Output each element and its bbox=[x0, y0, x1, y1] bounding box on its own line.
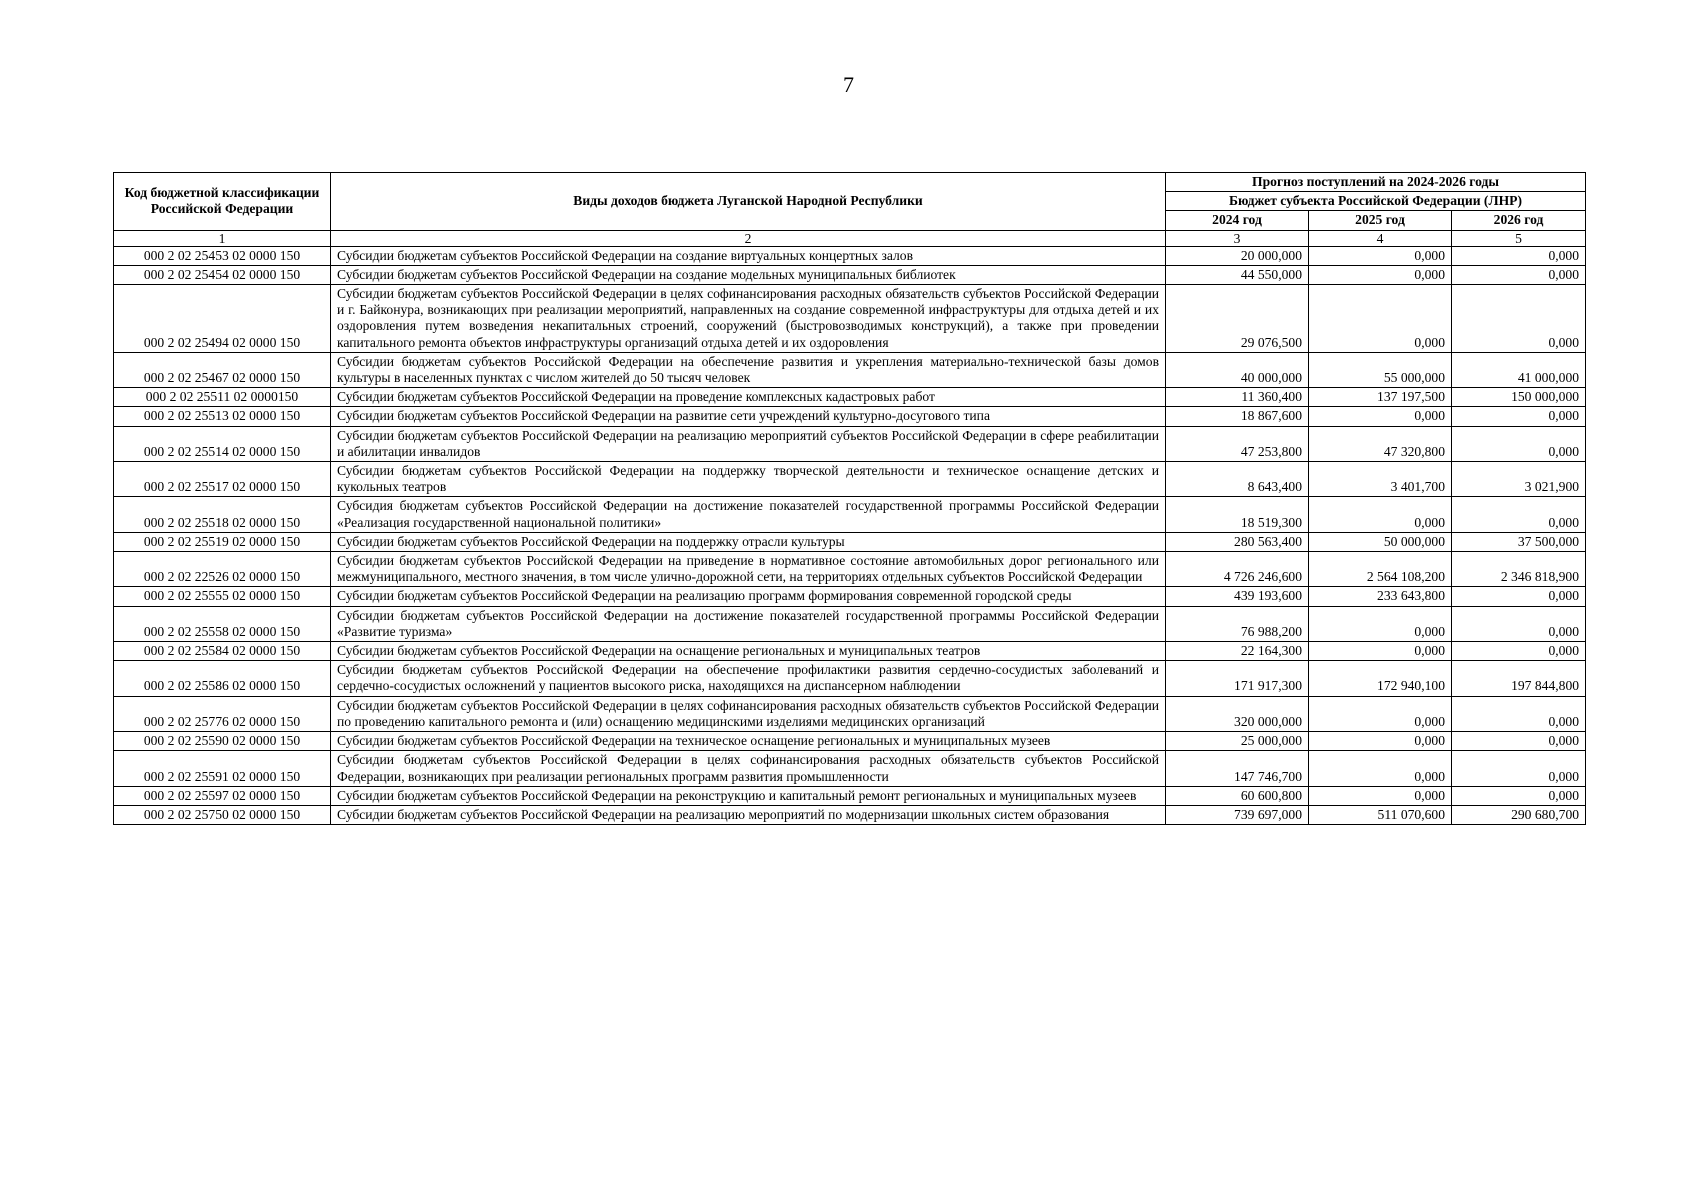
row-description: Субсидии бюджетам субъектов Российской Федерации на достижение показателей государственной программы Российской Федерации «Развитие туризма» bbox=[331, 606, 1166, 641]
row-value-2024: 320 000,000 bbox=[1166, 696, 1309, 731]
row-value-2026: 41 000,000 bbox=[1452, 352, 1586, 387]
column-index: 1 bbox=[114, 230, 331, 246]
table-body bbox=[114, 246, 1586, 825]
table-row bbox=[114, 426, 1586, 461]
row-value-2026: 0,000 bbox=[1452, 696, 1586, 731]
row-value-2025: 0,000 bbox=[1309, 642, 1452, 661]
row-code: 000 2 02 25453 02 0000 150 bbox=[114, 246, 331, 265]
row-value-2025: 233 643,800 bbox=[1309, 587, 1452, 606]
table-row bbox=[114, 285, 1586, 353]
row-description: Субсидии бюджетам субъектов Российской Федерации на оснащение региональных и муниципальных театров bbox=[331, 642, 1166, 661]
row-value-2024: 4 726 246,600 bbox=[1166, 552, 1309, 587]
row-value-2026: 0,000 bbox=[1452, 606, 1586, 641]
table-row bbox=[114, 642, 1586, 661]
row-value-2026: 3 021,900 bbox=[1452, 462, 1586, 497]
row-value-2024: 18 867,600 bbox=[1166, 407, 1309, 426]
table-row bbox=[114, 786, 1586, 805]
header-forecast: Прогноз поступлений на 2024-2026 годы bbox=[1166, 173, 1586, 192]
row-description: Субсидии бюджетам субъектов Российской Федерации на поддержку творческой деятельности и техническое оснащение детских и кукольных театров bbox=[331, 462, 1166, 497]
row-description: Субсидии бюджетам субъектов Российской Федерации на реализацию мероприятий субъектов Российской Федерации в сфере реабилитации и абилитации инвалидов bbox=[331, 426, 1166, 461]
row-value-2026: 0,000 bbox=[1452, 426, 1586, 461]
row-value-2026: 0,000 bbox=[1452, 732, 1586, 751]
table-row bbox=[114, 696, 1586, 731]
row-value-2025: 3 401,700 bbox=[1309, 462, 1452, 497]
column-index: 5 bbox=[1452, 230, 1586, 246]
row-value-2024: 25 000,000 bbox=[1166, 732, 1309, 751]
row-code: 000 2 02 25494 02 0000 150 bbox=[114, 285, 331, 353]
row-value-2025: 0,000 bbox=[1309, 696, 1452, 731]
row-code: 000 2 02 25518 02 0000 150 bbox=[114, 497, 331, 532]
row-description: Субсидии бюджетам субъектов Российской Федерации на реконструкцию и капитальный ремонт региональных и муниципальных музеев bbox=[331, 786, 1166, 805]
header-name: Виды доходов бюджета Луганской Народной Республики bbox=[331, 173, 1166, 231]
column-index: 3 bbox=[1166, 230, 1309, 246]
row-value-2024: 20 000,000 bbox=[1166, 246, 1309, 265]
table-row bbox=[114, 246, 1586, 265]
table-row bbox=[114, 532, 1586, 551]
row-value-2026: 0,000 bbox=[1452, 265, 1586, 284]
row-value-2025: 47 320,800 bbox=[1309, 426, 1452, 461]
row-code: 000 2 02 25467 02 0000 150 bbox=[114, 352, 331, 387]
header-code: Код бюджетной классификации Российской Федерации bbox=[114, 173, 331, 231]
row-value-2025: 50 000,000 bbox=[1309, 532, 1452, 551]
row-code: 000 2 02 25454 02 0000 150 bbox=[114, 265, 331, 284]
column-index: 2 bbox=[331, 230, 1166, 246]
row-value-2024: 60 600,800 bbox=[1166, 786, 1309, 805]
row-value-2024: 44 550,000 bbox=[1166, 265, 1309, 284]
table-row bbox=[114, 462, 1586, 497]
row-value-2025: 0,000 bbox=[1309, 246, 1452, 265]
table-row bbox=[114, 751, 1586, 786]
row-value-2026: 290 680,700 bbox=[1452, 805, 1586, 824]
row-value-2024: 8 643,400 bbox=[1166, 462, 1309, 497]
row-description: Субсидии бюджетам субъектов Российской Федерации на развитие сети учреждений культурно-досугового типа bbox=[331, 407, 1166, 426]
row-value-2024: 18 519,300 bbox=[1166, 497, 1309, 532]
row-value-2025: 55 000,000 bbox=[1309, 352, 1452, 387]
row-value-2026: 0,000 bbox=[1452, 497, 1586, 532]
row-value-2026: 0,000 bbox=[1452, 587, 1586, 606]
row-value-2025: 0,000 bbox=[1309, 751, 1452, 786]
table-row bbox=[114, 732, 1586, 751]
row-value-2024: 739 697,000 bbox=[1166, 805, 1309, 824]
row-code: 000 2 02 25558 02 0000 150 bbox=[114, 606, 331, 641]
row-code: 000 2 02 25514 02 0000 150 bbox=[114, 426, 331, 461]
row-value-2024: 171 917,300 bbox=[1166, 661, 1309, 696]
row-code: 000 2 02 25513 02 0000 150 bbox=[114, 407, 331, 426]
table-row bbox=[114, 805, 1586, 824]
table-row bbox=[114, 661, 1586, 696]
row-value-2024: 40 000,000 bbox=[1166, 352, 1309, 387]
row-value-2026: 197 844,800 bbox=[1452, 661, 1586, 696]
row-code: 000 2 02 25591 02 0000 150 bbox=[114, 751, 331, 786]
row-value-2025: 0,000 bbox=[1309, 786, 1452, 805]
header-year-2024: 2024 год bbox=[1166, 211, 1309, 230]
table-row bbox=[114, 407, 1586, 426]
row-code: 000 2 02 25517 02 0000 150 bbox=[114, 462, 331, 497]
table-row bbox=[114, 552, 1586, 587]
row-code: 000 2 02 25776 02 0000 150 bbox=[114, 696, 331, 731]
row-value-2025: 2 564 108,200 bbox=[1309, 552, 1452, 587]
table-row bbox=[114, 497, 1586, 532]
row-code: 000 2 02 25511 02 0000150 bbox=[114, 388, 331, 407]
row-description: Субсидии бюджетам субъектов Российской Федерации на обеспечение развития и укрепления материально-технической базы домов культуры в населенных пунктах с числом жителей до 50 тысяч человек bbox=[331, 352, 1166, 387]
row-value-2026: 0,000 bbox=[1452, 246, 1586, 265]
row-description: Субсидии бюджетам субъектов Российской Федерации на приведение в нормативное состояние автомобильных дорог регионального или межмуниципального, местного значения, в том числе улично-дорожной сети, на территориях отдельных субъектов Российской Федерации bbox=[331, 552, 1166, 587]
table-row bbox=[114, 388, 1586, 407]
table-row bbox=[114, 352, 1586, 387]
row-value-2025: 0,000 bbox=[1309, 732, 1452, 751]
row-value-2024: 11 360,400 bbox=[1166, 388, 1309, 407]
row-value-2026: 0,000 bbox=[1452, 642, 1586, 661]
row-value-2024: 22 164,300 bbox=[1166, 642, 1309, 661]
row-description: Субсидии бюджетам субъектов Российской Федерации на реализацию мероприятий по модернизации школьных систем образования bbox=[331, 805, 1166, 824]
row-value-2025: 511 070,600 bbox=[1309, 805, 1452, 824]
row-value-2024: 439 193,600 bbox=[1166, 587, 1309, 606]
row-value-2025: 172 940,100 bbox=[1309, 661, 1452, 696]
row-value-2024: 29 076,500 bbox=[1166, 285, 1309, 353]
row-code: 000 2 02 25750 02 0000 150 bbox=[114, 805, 331, 824]
column-index: 4 bbox=[1309, 230, 1452, 246]
row-description: Субсидии бюджетам субъектов Российской Федерации на реализацию программ формирования современной городской среды bbox=[331, 587, 1166, 606]
row-value-2025: 0,000 bbox=[1309, 497, 1452, 532]
row-description: Субсидия бюджетам субъектов Российской Федерации на достижение показателей государственной программы Российской Федерации «Реализация государственной национальной политики» bbox=[331, 497, 1166, 532]
header-year-2025: 2025 год bbox=[1309, 211, 1452, 230]
row-value-2025: 0,000 bbox=[1309, 285, 1452, 353]
table-row bbox=[114, 265, 1586, 284]
row-code: 000 2 02 25590 02 0000 150 bbox=[114, 732, 331, 751]
row-value-2026: 0,000 bbox=[1452, 786, 1586, 805]
row-code: 000 2 02 25555 02 0000 150 bbox=[114, 587, 331, 606]
header-budget: Бюджет субъекта Российской Федерации (ЛНР) bbox=[1166, 192, 1586, 211]
row-value-2024: 76 988,200 bbox=[1166, 606, 1309, 641]
row-value-2025: 137 197,500 bbox=[1309, 388, 1452, 407]
row-value-2024: 280 563,400 bbox=[1166, 532, 1309, 551]
row-value-2026: 37 500,000 bbox=[1452, 532, 1586, 551]
row-value-2024: 147 746,700 bbox=[1166, 751, 1309, 786]
row-code: 000 2 02 25584 02 0000 150 bbox=[114, 642, 331, 661]
row-value-2026: 150 000,000 bbox=[1452, 388, 1586, 407]
row-value-2026: 0,000 bbox=[1452, 751, 1586, 786]
row-description: Субсидии бюджетам субъектов Российской Федерации на проведение комплексных кадастровых работ bbox=[331, 388, 1166, 407]
row-description: Субсидии бюджетам субъектов Российской Федерации на обеспечение профилактики развития сердечно-сосудистых заболеваний и сердечно-сосудистых осложнений у пациентов высокого риска, находящихся на диспансерном наблюдении bbox=[331, 661, 1166, 696]
row-description: Субсидии бюджетам субъектов Российской Федерации на поддержку отрасли культуры bbox=[331, 532, 1166, 551]
table-row bbox=[114, 606, 1586, 641]
row-code: 000 2 02 25519 02 0000 150 bbox=[114, 532, 331, 551]
row-value-2024: 47 253,800 bbox=[1166, 426, 1309, 461]
row-description: Субсидии бюджетам субъектов Российской Федерации в целях софинансирования расходных обязательств субъектов Российской Федерации по проведению капитального ремонта и (или) оснащению медицинскими изделиями медицинских организаций bbox=[331, 696, 1166, 731]
row-description: Субсидии бюджетам субъектов Российской Федерации на создание модельных муниципальных библиотек bbox=[331, 265, 1166, 284]
row-description: Субсидии бюджетам субъектов Российской Федерации на техническое оснащение региональных и муниципальных музеев bbox=[331, 732, 1166, 751]
row-description: Субсидии бюджетам субъектов Российской Федерации в целях софинансирования расходных обязательств субъектов Российской Федерации и г. Байконура, возникающих при реализации мероприятий, направленных на создание современной инфраструктуры для отдыха детей и их оздоровления путем возведения некапитальных строений, сооружений (быстровозводимых конструкций), а также при проведении капитального ремонта объектов инфраструктуры организаций отдыха детей и их оздоровления bbox=[331, 285, 1166, 353]
row-description: Субсидии бюджетам субъектов Российской Федерации в целях софинансирования расходных обязательств субъектов Российской Федерации, возникающих при реализации региональных программ развития промышленности bbox=[331, 751, 1166, 786]
page-number: 7 bbox=[843, 72, 854, 97]
row-description: Субсидии бюджетам субъектов Российской Федерации на создание виртуальных концертных залов bbox=[331, 246, 1166, 265]
row-code: 000 2 02 22526 02 0000 150 bbox=[114, 552, 331, 587]
row-code: 000 2 02 25597 02 0000 150 bbox=[114, 786, 331, 805]
header-year-2026: 2026 год bbox=[1452, 211, 1586, 230]
row-value-2026: 2 346 818,900 bbox=[1452, 552, 1586, 587]
row-code: 000 2 02 25586 02 0000 150 bbox=[114, 661, 331, 696]
row-value-2025: 0,000 bbox=[1309, 265, 1452, 284]
row-value-2025: 0,000 bbox=[1309, 606, 1452, 641]
row-value-2026: 0,000 bbox=[1452, 285, 1586, 353]
row-value-2026: 0,000 bbox=[1452, 407, 1586, 426]
row-value-2025: 0,000 bbox=[1309, 407, 1452, 426]
table-row bbox=[114, 587, 1586, 606]
revenue-forecast-table bbox=[113, 172, 1586, 825]
